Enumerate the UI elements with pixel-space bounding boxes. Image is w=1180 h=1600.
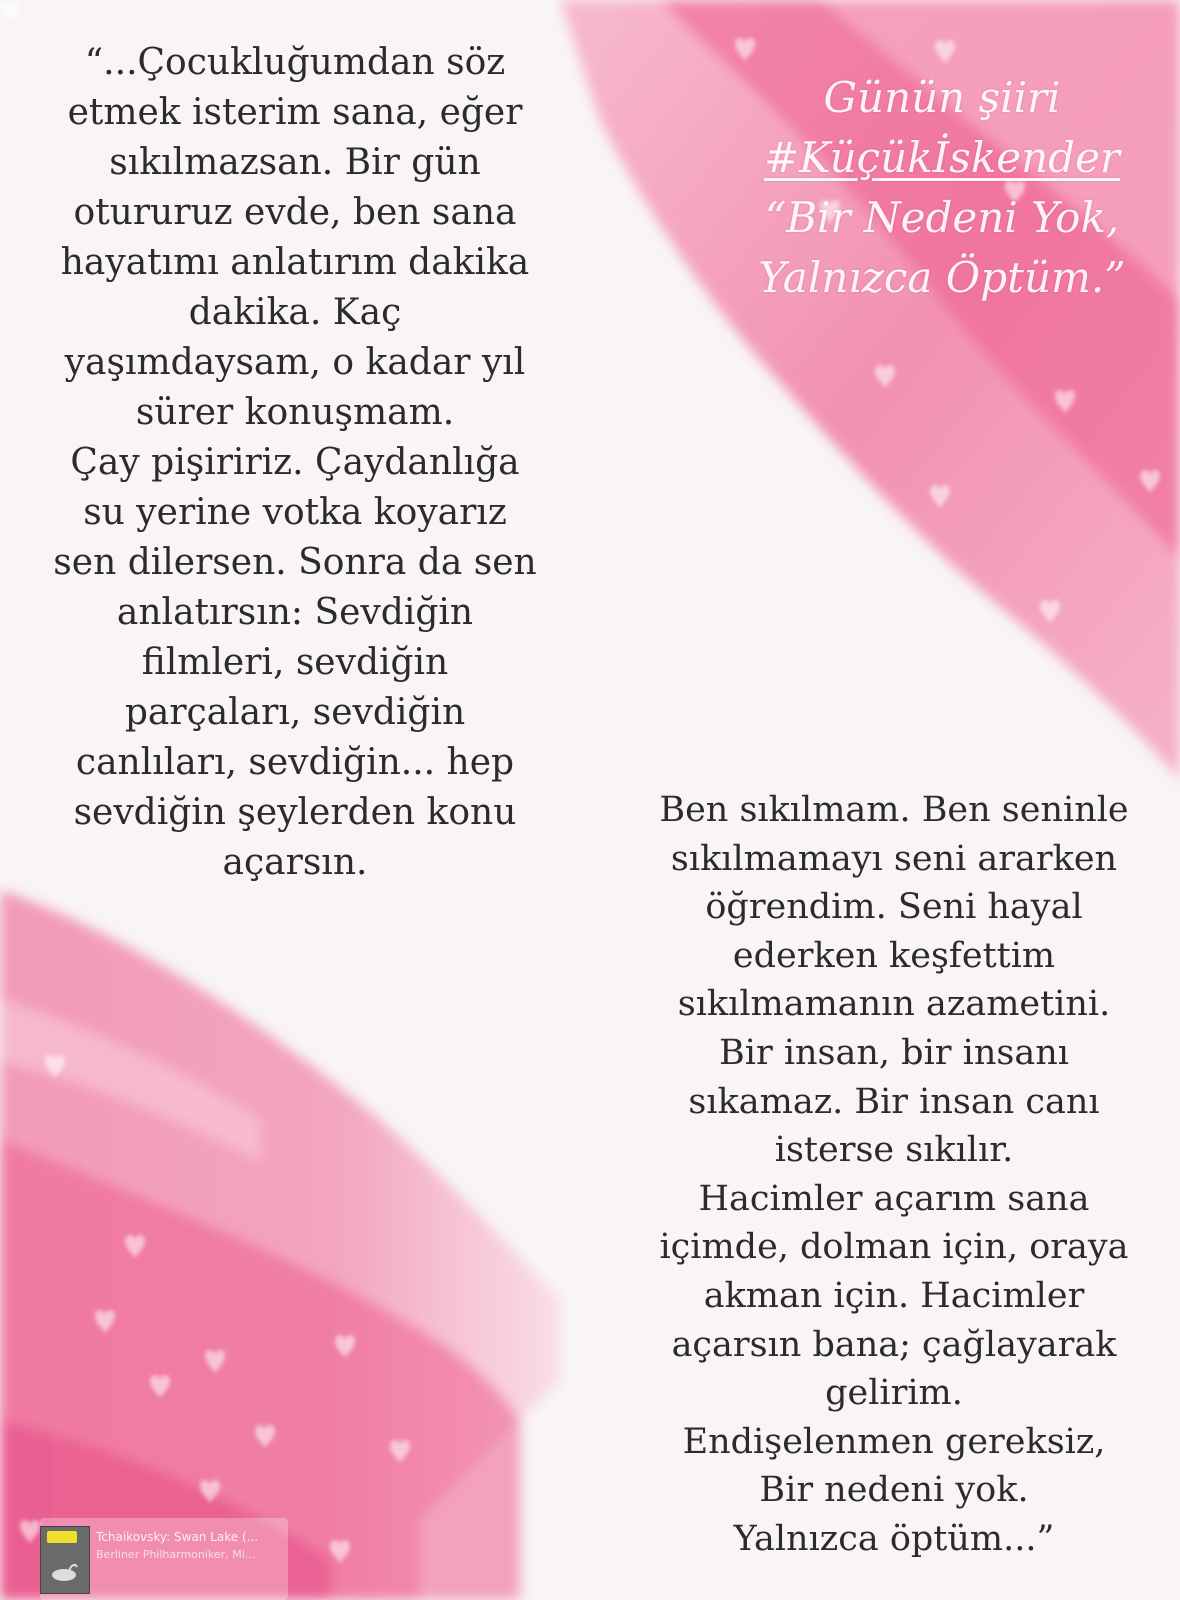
poem-line: Bir nedeni yok. xyxy=(759,1470,1029,1511)
poem-line: yaşımdaysam, o kadar yıl xyxy=(64,342,526,383)
poem-line: su yerine votka koyarız xyxy=(83,492,507,533)
title-line-3: “Bir Nedeni Yok, xyxy=(764,193,1120,242)
poem-line: Çay pişiririz. Çaydanlığa xyxy=(70,442,520,483)
poem-line: gelirim. xyxy=(825,1373,963,1414)
poem-line: Hacimler açarım sana xyxy=(698,1178,1090,1219)
poem-line: isterse sıkılır. xyxy=(774,1130,1014,1171)
poem-line: parçaları, sevdiğin xyxy=(124,692,466,733)
poem-line: sevdiğin şeylerden konu xyxy=(73,792,517,833)
poem-line: öğrendim. Seni hayal xyxy=(705,887,1083,928)
swan-icon xyxy=(47,1561,81,1583)
bottom-left-brush-stroke xyxy=(0,890,560,1600)
poem-title xyxy=(742,68,1142,308)
album-cover-icon xyxy=(40,1526,90,1594)
poem-line: dakika. Kaç xyxy=(188,292,402,333)
label-stamp xyxy=(47,1531,77,1543)
music-sticker[interactable] xyxy=(40,1518,288,1600)
poem-line: açarsın bana; çağlayarak xyxy=(671,1324,1117,1365)
title-line-1: Günün şiiri xyxy=(823,73,1061,122)
poem-line: içimde, dolman için, oraya xyxy=(659,1227,1129,1268)
poem-line: anlatırsın: Sevdiğin xyxy=(116,592,474,633)
music-track-info xyxy=(96,1528,286,1564)
poem-line: “...Çocukluğumdan söz xyxy=(84,42,506,83)
poem-line: ederken keşfettim xyxy=(732,935,1056,976)
poem-line: canlıları, sevdiğin... hep xyxy=(75,742,515,783)
poem-line: sıkamaz. Bir insan canı xyxy=(688,1081,1100,1122)
poem-line: otururuz evde, ben sana xyxy=(73,192,517,233)
poem-line: Endişelenmen gereksiz, xyxy=(682,1421,1106,1462)
poem-line: hayatımı anlatırım dakika xyxy=(60,242,530,283)
poem-line: sıkılmazsan. Bir gün xyxy=(109,142,481,183)
poem-line: sıkılmamayı seni ararken xyxy=(670,838,1118,879)
poem-line: sürer konuşmam. xyxy=(135,392,455,433)
poem-line: Bir insan, bir insanı xyxy=(719,1032,1069,1073)
poem-line: etmek isterim sana, eğer xyxy=(67,92,523,133)
poem-line: sen dilersen. Sonra da sen xyxy=(53,542,537,583)
poem-left-column xyxy=(8,38,582,888)
poem-line: açarsın. xyxy=(222,842,368,883)
poem-line: akman için. Hacimler xyxy=(703,1275,1085,1316)
track-title: Tchaikovsky: Swan Lake (... xyxy=(96,1530,259,1544)
author-hashtag[interactable]: #Küçükİskender xyxy=(763,133,1121,182)
poem-line: sıkılmamanın azametini. xyxy=(677,984,1111,1025)
poem-line: Yalnızca öptüm...” xyxy=(733,1518,1055,1559)
poem-line: filmleri, sevdiğin xyxy=(141,642,449,683)
poem-line: Ben sıkılmam. Ben seninle xyxy=(659,790,1129,830)
poem-right-column xyxy=(612,786,1176,1564)
track-artist: Berliner Philharmoniker, Mi... xyxy=(96,1548,256,1561)
title-line-4: Yalnızca Öptüm.” xyxy=(758,253,1126,302)
